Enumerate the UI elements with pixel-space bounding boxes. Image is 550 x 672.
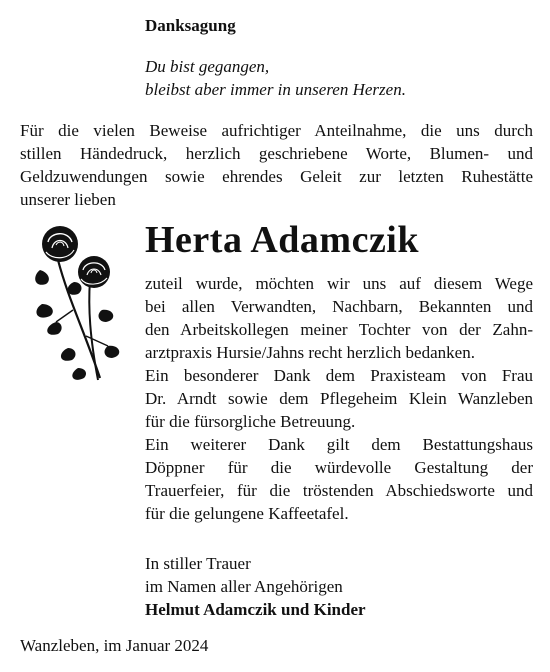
signature: Helmut Adamczik und Kinder bbox=[145, 600, 366, 619]
body-line: Trauerfeier, für die tröstenden Abschiedsworte und bbox=[145, 481, 533, 500]
deceased-name: Herta Adamczik bbox=[145, 219, 420, 261]
intro-line: stillen Händedruck, herzlich geschriebene Worte, Blumen- und bbox=[20, 144, 533, 163]
closing-line-1: In stiller Trauer bbox=[145, 554, 251, 573]
closing-block bbox=[145, 552, 366, 621]
body-line: arztpraxis Hursie/Jahns recht herzlich bedanken. bbox=[145, 343, 475, 362]
verse-line-1: Du bist gegangen, bbox=[145, 57, 270, 76]
body-line: zuteil wurde, möchten wir uns auf diesem Wege bbox=[145, 274, 533, 293]
body-line: den Arbeitskollegen meiner Tochter von der Zahn- bbox=[145, 320, 533, 339]
body-line: Ein besonderer Dank dem Praxisteam von Frau bbox=[145, 366, 533, 385]
intro-line: unserer lieben bbox=[20, 190, 116, 209]
intro-line: Für die vielen Beweise aufrichtiger Anteilnahme, die uns durch bbox=[20, 121, 533, 140]
intro-paragraph bbox=[20, 119, 533, 211]
body-line: für die fürsorgliche Betreuung. bbox=[145, 412, 356, 431]
notice-heading: Danksagung bbox=[145, 16, 236, 35]
dateline: Wanzleben, im Januar 2024 bbox=[20, 636, 209, 655]
verse-line-2: bleibst aber immer in unseren Herzen. bbox=[145, 80, 406, 99]
body-line: Ein weiterer Dank gilt dem Bestattungshaus bbox=[145, 435, 533, 454]
body-line: Dr. Arndt sowie dem Pflegeheim Klein Wanzleben bbox=[145, 389, 533, 408]
roses-icon bbox=[28, 218, 130, 390]
body-paragraph bbox=[145, 272, 533, 525]
body-line: Döppner für die würdevolle Gestaltung der bbox=[145, 458, 533, 477]
closing-line-2: im Namen aller Angehörigen bbox=[145, 577, 343, 596]
body-line: für die gelungene Kaffeetafel. bbox=[145, 504, 349, 523]
intro-line: Geldzuwendungen sowie ehrendes Geleit zur letzten Ruhestätte bbox=[20, 167, 533, 186]
body-line: bei allen Verwandten, Nachbarn, Bekannten und bbox=[145, 297, 533, 316]
